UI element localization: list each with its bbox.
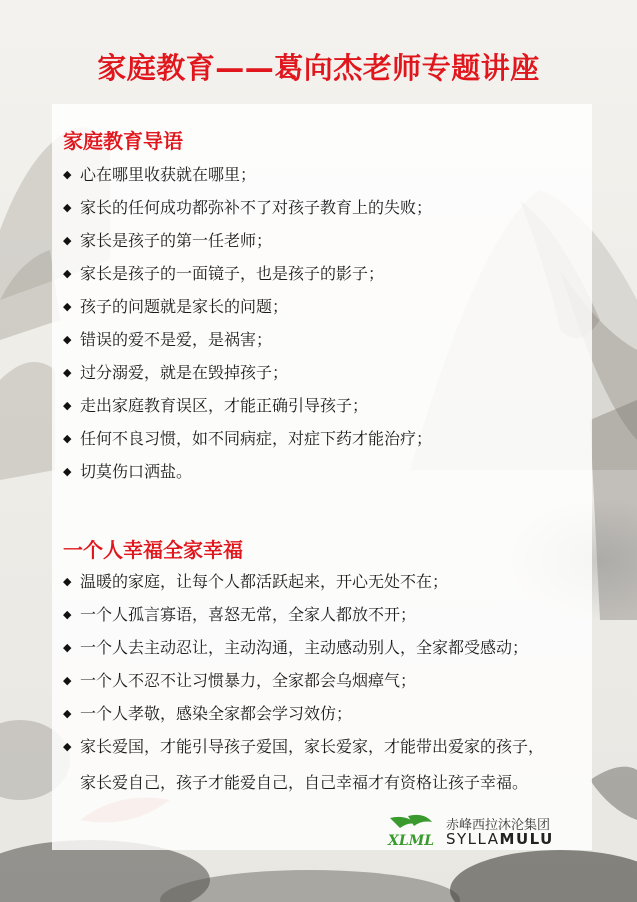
diamond-bullet-icon: ◆ xyxy=(63,465,72,478)
diamond-bullet-icon: ◆ xyxy=(63,575,72,588)
list-item: ◆ 家长是孩子的第一任老师； xyxy=(63,231,273,250)
page-title: 家庭教育——葛向杰老师专题讲座 xyxy=(97,51,540,85)
company-name-cn: 赤峰西拉沐沦集团 xyxy=(446,818,551,833)
happiness-list xyxy=(63,572,544,793)
list-item: ◆ 心在哪里收获就在哪里； xyxy=(63,165,257,184)
guide-list xyxy=(63,165,432,482)
diamond-bullet-icon: ◆ xyxy=(63,432,72,445)
list-item: ◆ 错误的爱不是爱，是祸害； xyxy=(63,330,273,349)
diamond-bullet-icon: ◆ xyxy=(63,608,72,621)
company-name-en: SYLLAMULU xyxy=(446,830,554,848)
list-item: ◆ 过分溺爱，就是在毁掉孩子； xyxy=(63,363,289,382)
list-item: ◆ 家长的任何成功都弥补不了对孩子教育上的失败； xyxy=(63,198,433,217)
list-item: ◆ 任何不良习惯，如不同病症，对症下药才能治疗； xyxy=(63,429,433,448)
diamond-bullet-icon: ◆ xyxy=(63,267,72,280)
diamond-bullet-icon: ◆ xyxy=(63,641,72,654)
diamond-bullet-icon: ◆ xyxy=(63,333,72,346)
list-item: ◆ 孩子的问题就是家长的问题； xyxy=(63,297,289,316)
company-logo xyxy=(386,814,566,848)
diamond-bullet-icon: ◆ xyxy=(63,300,72,313)
list-item: ◆ 一个人不忍不让习惯暴力，全家都会乌烟瘴气； xyxy=(63,671,417,690)
section-heading-happiness: 一个人幸福全家幸福 xyxy=(63,538,243,562)
list-item: ◆ 温暖的家庭，让每个人都活跃起来，开心无处不在； xyxy=(63,572,449,591)
list-item: ◆ 一个人孝敬，感染全家都会学习效仿； xyxy=(63,704,353,723)
diamond-bullet-icon: ◆ xyxy=(63,201,72,214)
diamond-bullet-icon: ◆ xyxy=(63,366,72,379)
list-item: ◆ 一个人孤言寡语，喜怒无常，全家人都放不开； xyxy=(63,605,417,624)
logo-mark-text: XLML xyxy=(388,833,435,848)
diamond-bullet-icon: ◆ xyxy=(63,674,72,687)
diamond-bullet-icon: ◆ xyxy=(63,168,72,181)
diamond-bullet-icon: ◆ xyxy=(63,399,72,412)
diamond-bullet-icon: ◆ xyxy=(63,740,72,753)
list-item: ◆ 一个人去主动忍让，主动沟通，主动感动别人，全家都受感动； xyxy=(63,638,529,657)
list-item: ◆ 家长是孩子的一面镜子，也是孩子的影子； xyxy=(63,264,385,283)
diamond-bullet-icon: ◆ xyxy=(63,234,72,247)
list-item: ◆ 切莫伤口洒盐。 xyxy=(63,462,193,481)
diamond-bullet-icon: ◆ xyxy=(63,707,72,720)
section-heading-guide: 家庭教育导语 xyxy=(63,129,183,153)
list-item: ◆ 走出家庭教育误区，才能正确引导孩子； xyxy=(63,396,369,415)
xlml-logo-mark xyxy=(386,814,438,848)
list-item: ◆ 家长爱国，才能引导孩子爱国，家长爱家，才能带出爱家的孩子， 家长爱自己，孩子才能爱自己，自己幸福才有资格让孩子幸福。 xyxy=(63,737,545,792)
